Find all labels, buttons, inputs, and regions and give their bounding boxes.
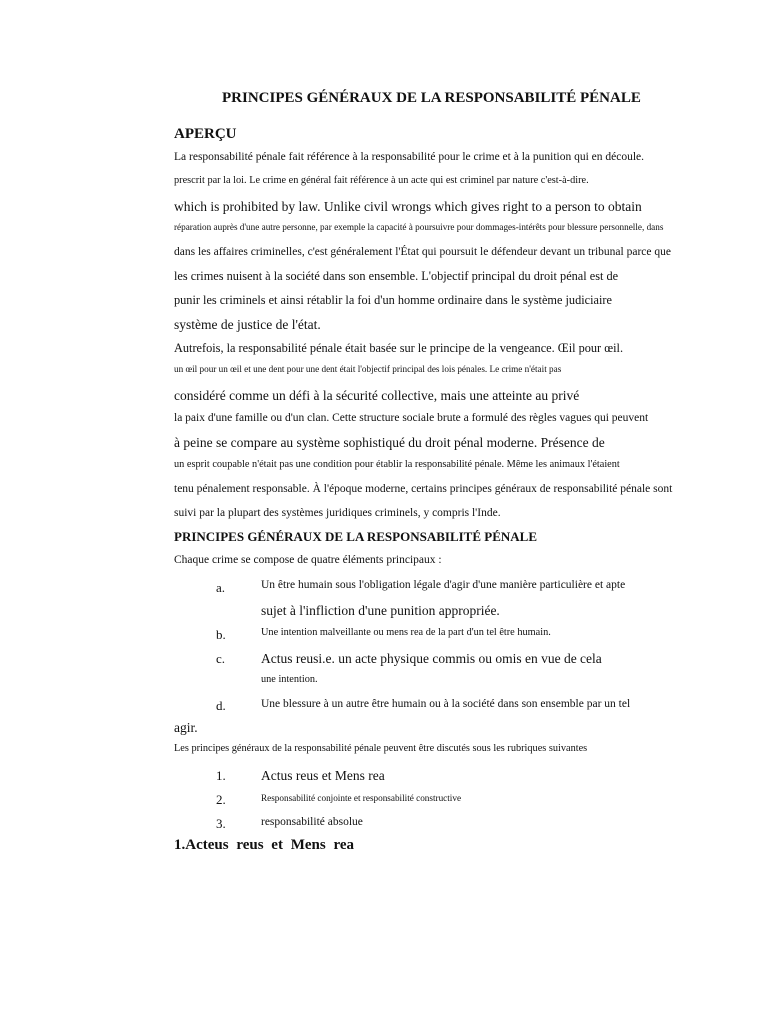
paragraph-line: La responsabilité pénale fait référence à la responsabilité pour le crime et à la punition qui en découle. <box>174 151 645 163</box>
list-marker: 1. <box>216 768 226 783</box>
list-marker: a. <box>216 580 226 595</box>
paragraph-line: tenu pénalement responsable. À l'époque moderne, certains principes généraux de responsabilité pénale sont <box>174 483 673 495</box>
paragraph-line: un œil pour un œil et une dent pour une dent était l'objectif principal des lois pénales. Le crime n'était pas <box>174 364 562 374</box>
list-marker: d. <box>216 698 226 713</box>
list-item-line: Une blessure à un autre être humain ou à la société dans son ensemble par un tel <box>261 698 631 710</box>
list-item-line: Actus reusi.e. un acte physique commis ou omis en vue de cela <box>261 651 602 666</box>
list-item-line: sujet à l'infliction d'une punition appropriée. <box>261 603 500 618</box>
paragraph-line: considéré comme un défi à la sécurité collective, mais une atteinte au privé <box>174 388 580 403</box>
paragraph-line: les crimes nuisent à la société dans son ensemble. L'objectif principal du droit pénal est de <box>174 269 619 283</box>
paragraph-line: système de justice de l'état. <box>174 317 321 332</box>
list-marker: 3. <box>216 816 226 831</box>
paragraph-line: prescrit par la loi. Le crime en général fait référence à un acte qui est criminel par nature c'est-à-dire. <box>174 175 589 186</box>
list-item-line: une intention. <box>261 674 318 685</box>
list-item-line: Une intention malveillante ou mens rea de la part d'un tel être humain. <box>261 627 551 638</box>
paragraph-line: Autrefois, la responsabilité pénale était basée sur le principe de la vengeance. Œil pour œil. <box>174 341 624 355</box>
list-marker: c. <box>216 651 226 666</box>
paragraph-line: punir les criminels et ainsi rétablir la foi d'un homme ordinaire dans le système judiciaire <box>174 293 612 307</box>
list-marker: 2. <box>216 792 226 807</box>
headings-intro: Les principes généraux de la responsabilité pénale peuvent être discutés sous les rubriques suivantes <box>174 743 588 754</box>
list-item-line: Un être humain sous l'obligation légale d'agir d'une manière particulière et apte <box>261 579 626 591</box>
section-heading: PRINCIPES GÉNÉRAUX DE LA RESPONSABILITÉ PÉNALE <box>174 529 537 544</box>
paragraph-line: agir. <box>174 720 198 735</box>
elements-intro: Chaque crime se compose de quatre éléments principaux : <box>174 554 442 566</box>
document-title: PRINCIPES GÉNÉRAUX DE LA RESPONSABILITÉ PÉNALE <box>222 90 641 106</box>
list-item-line: Responsabilité conjointe et responsabilité constructive <box>261 793 462 803</box>
paragraph-line: la paix d'une famille ou d'un clan. Cette structure sociale brute a formulé des règles vagues qui peuvent <box>174 412 649 424</box>
list-item-line: Actus reus et Mens rea <box>261 768 385 783</box>
paragraph-line: suivi par la plupart des systèmes juridiques criminels, y compris l'Inde. <box>174 507 501 519</box>
list-item-line: responsabilité absolue <box>261 816 363 828</box>
overview-heading: APERÇU <box>174 126 237 142</box>
paragraph-line: un esprit coupable n'était pas une condition pour établir la responsabilité pénale. Même les animaux l'étaient <box>174 459 620 470</box>
paragraph-line: à peine se compare au système sophistiqué du droit pénal moderne. Présence de <box>174 435 605 450</box>
paragraph-line: réparation auprès d'une autre personne, par exemple la capacité à poursuivre pour dommages-intérêts pour blessure personnelle, dans <box>174 222 664 232</box>
paragraph-line: dans les affaires criminelles, c'est généralement l'État qui poursuit le défendeur devant un tribunal parce que <box>174 246 671 258</box>
list-marker: b. <box>216 627 226 642</box>
paragraph-line: which is prohibited by law. Unlike civil wrongs which gives right to a person to obtain <box>174 199 642 214</box>
subsection-heading: 1.Acteus reus et Mens rea <box>174 837 354 853</box>
